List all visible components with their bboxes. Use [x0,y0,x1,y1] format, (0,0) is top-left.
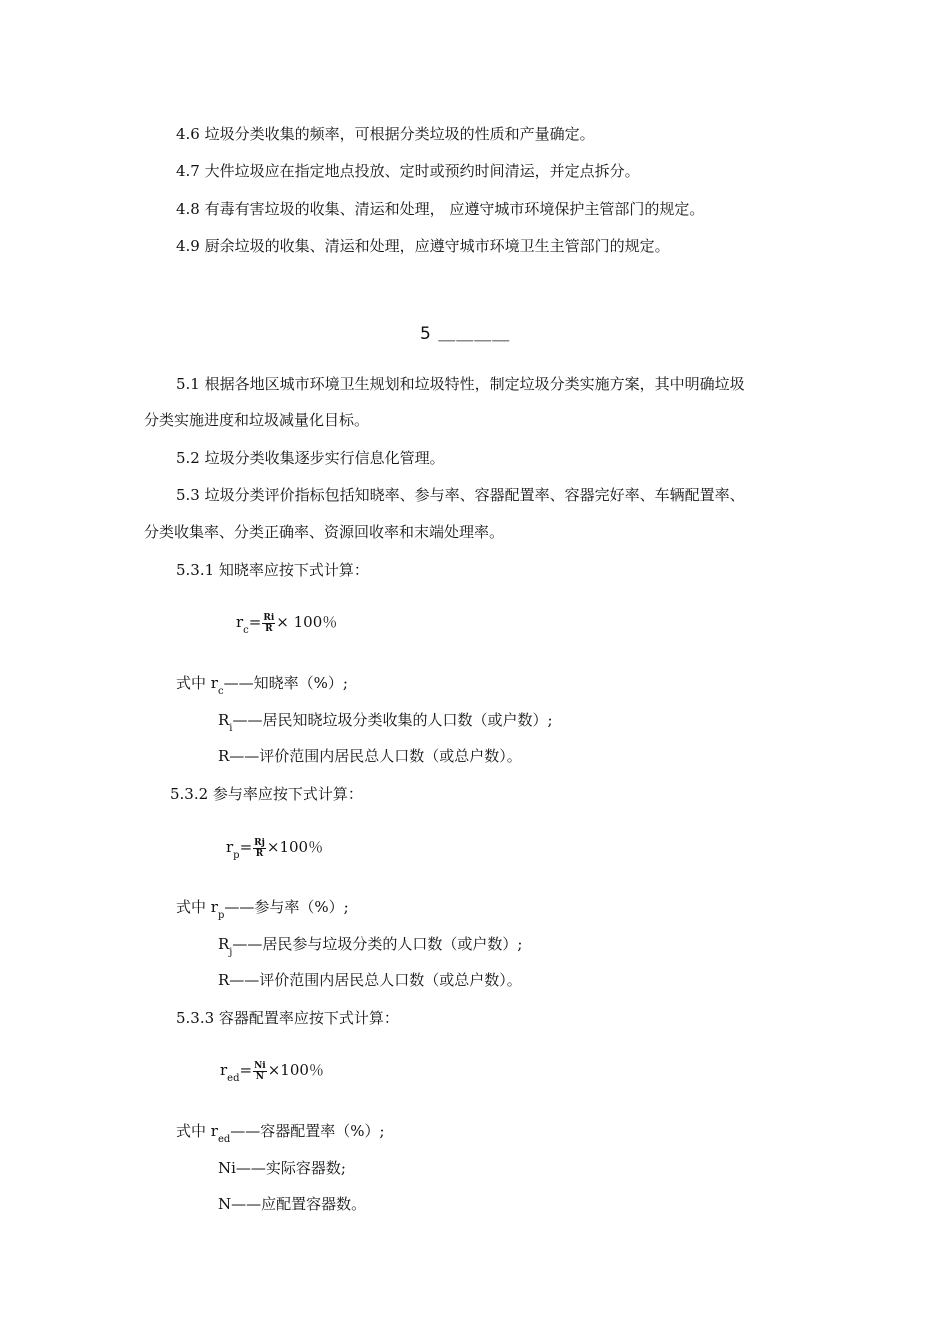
formula-numerator: Ri [263,612,275,623]
paragraph-5-1-line1: 5.1 根据各地区城市环境卫生规划和垃圾特性，制定垃圾分类实施方案，其中明确垃圾 [176,375,745,393]
formula-var: r [220,1061,228,1079]
formula-tail: × 100％ [276,613,338,631]
legend-n: N——应配置容器数。 [218,1195,367,1213]
legend-text: ——知晓率（%）; [223,674,348,692]
formula-sub: p [233,850,240,861]
legend-ni: Ni——实际容器数; [218,1159,346,1177]
legend-sub: c [217,686,224,697]
legend-r-total-2: R——评价范围内居民总人口数（或总户数）。 [218,971,522,989]
paragraph-4-7: 4.7 大件垃圾应在指定地点投放、定时或预约时间清运，并定点拆分。 [176,162,640,180]
formula-numerator: Rj [254,837,265,848]
paragraph-4-6: 4.6 垃圾分类收集的频率，可根据分类垃圾的性质和产量确定。 [176,125,595,143]
paragraph-5-2: 5.2 垃圾分类收集逐步实行信息化管理。 [176,449,445,467]
paragraph-5-1-line2: 分类实施进度和垃圾减量化目标。 [144,411,370,429]
legend-red [176,1121,385,1144]
formula-denominator: N [255,1071,265,1082]
legend-prefix: R [218,935,230,953]
legend-ri [218,710,553,733]
paragraph-5-3-line1: 5.3 垃圾分类评价指标包括知晓率、参与率、容器配置率、容器完好率、车辆配置率、 [176,486,745,504]
legend-text: ——居民参与垃圾分类的人口数（或户数）; [232,935,523,953]
formula-fraction [262,613,275,634]
formula-tail: ×100％ [266,838,324,856]
formula-denominator: R [265,623,273,634]
section-heading: 5 ＿＿＿＿ [420,324,511,344]
paragraph-4-9: 4.9 厨余垃圾的收集、清运和处理，应遵守城市环境卫生主管部门的规定。 [176,237,670,255]
paragraph-5-3-line2: 分类收集率、分类正确率、资源回收率和末端处理率。 [144,523,505,541]
legend-rp [176,897,349,920]
formula-var: r [226,838,234,856]
formula-var: r [236,613,244,631]
legend-rc [176,673,348,696]
formula-denominator: R [255,848,264,859]
legend-sub: j [229,947,233,958]
legend-sub: ed [217,1134,231,1145]
paragraph-5-3-3: 5.3.3 容器配置率应按下式计算： [176,1009,399,1027]
paragraph-5-3-1: 5.3.1 知晓率应按下式计算： [176,561,369,579]
formula-sub: ed [227,1073,240,1084]
legend-prefix: 式中 r [176,1122,218,1140]
formula-awareness-rate [236,612,337,635]
legend-sub: p [217,910,225,921]
formula-fraction [253,838,266,859]
formula-fraction [253,1061,267,1082]
paragraph-5-3-2: 5.3.2 参与率应按下式计算： [170,785,363,803]
formula-eq: = [248,613,262,631]
formula-eq: = [239,838,253,856]
formula-sub: c [243,625,249,636]
paragraph-4-8: 4.8 有毒有害垃圾的收集、清运和处理， 应遵守城市环境保护主管部门的规定。 [176,200,705,218]
legend-prefix: 式中 r [176,898,218,916]
legend-sub: i [229,723,233,734]
legend-rj [218,934,522,957]
formula-container-rate [220,1060,324,1083]
formula-tail: ×100％ [267,1061,324,1079]
formula-participation-rate [226,837,323,860]
legend-text: ——容器配置率（%）; [230,1122,385,1140]
formula-numerator: Ni [254,1060,266,1071]
formula-eq: = [239,1061,253,1079]
legend-r-total-1: R——评价范围内居民总人口数（或总户数）。 [218,747,522,765]
legend-text: ——居民知晓垃圾分类收集的人口数（或户数）; [232,711,553,729]
legend-prefix: R [218,711,230,729]
legend-text: ——参与率（%）; [224,898,349,916]
legend-prefix: 式中 r [176,674,218,692]
